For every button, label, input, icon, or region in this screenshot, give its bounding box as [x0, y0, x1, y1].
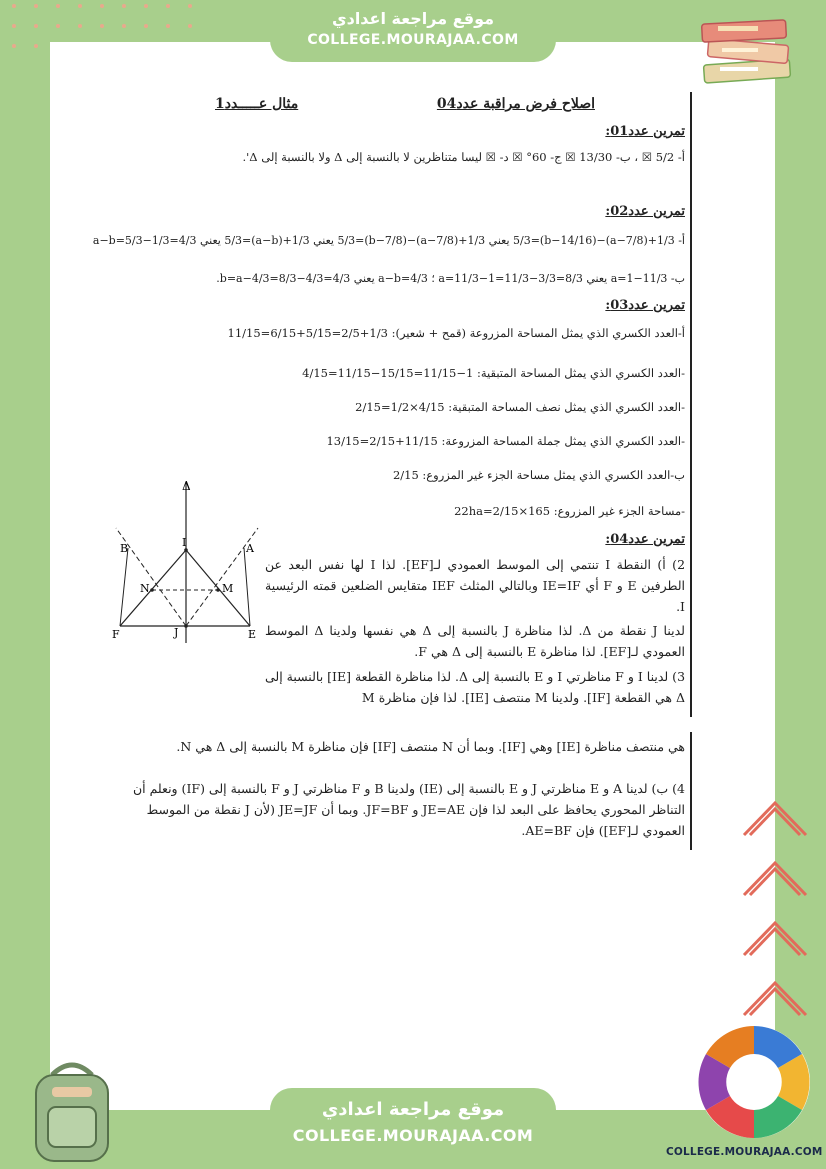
exercise-2-part-b: ب- 11/3−a=1 يعني a=11/3−1=11/3−3/3=8/3 ؛ a−b=4/3 يعني b=a−4/3=8/3−4/3=4/3.	[216, 272, 685, 285]
exercise-3-heading: تمرين عدد03:	[605, 298, 685, 313]
exercise-2-part-a: أ- 1/3+(a−7/8)−(b−14/16)=5/3 يعني 1/3+(a−7/8)−(b−7/8)=5/3 يعني 1/3+(a−b)=5/3 يعني a−b=5/3−1/3=4/3	[92, 234, 685, 247]
exercise-3-line: أ-العدد الكسري الذي يمثل المساحة المزروعة (قمح + شعير): 1/3+2/5=5/15+6/15=11/15	[227, 326, 685, 340]
label-n: N	[140, 582, 150, 595]
exercise-3-line: -العدد الكسري الذي يمثل جملة المساحة المزروعة: 11/15+2/15=13/15	[326, 434, 685, 448]
exercise-3-line: ب-العدد الكسري الذي يمثل مساحة الجزء غير المزروع: 2/15	[392, 468, 685, 482]
segment-fi	[120, 550, 186, 626]
exercise-4-paragraph: لدينا J نقطة من Δ. لذا مناظرة J بالنسبة إلى Δ هي نفسها ولدينا Δ الموسط العمودي لـ[EF]. لذا مناظرة E بالنسبة إلى Δ هي F.	[265, 623, 685, 659]
exercise-4-paragraph: 4) ب) لدينا A و E مناظرتي J و E بالنسبة إلى (IE) ولدينا B و F مناظرتي J و F بالنسبة إلى (IF) ونعلم أن التناظر المحوري يحافظ على البعد لذا فإن JE=AE و JF=BF. وبما أن JE=JF (لأن J نقطة من الموسط العمودي لـ[EF]) فإن AE=BF.	[132, 781, 685, 838]
chevron-up-icon	[740, 795, 810, 1035]
exercise-4-heading: تمرين عدد04:	[605, 532, 685, 547]
exercise-2-heading: تمرين عدد02:	[605, 204, 685, 219]
header-banner[interactable]	[270, 0, 556, 62]
exercise-4-paragraph: 2) أ) النقطة I تنتمي إلى الموسط العمودي لـ[EF]. لذا I لها نفس البعد عن الطرفين E و F أي IE=IF وبالتالي المثلث IEF متقايس الضلعين قمته الرئيسية I.	[265, 557, 686, 614]
footer-site-url[interactable]: COLLEGE.MOURAJAA.COM	[292, 1126, 534, 1145]
segment-ei	[186, 550, 250, 626]
site-url[interactable]: COLLEGE.MOURAJAA.COM	[307, 32, 519, 48]
label-e: E	[248, 628, 257, 641]
backpack-icon	[22, 1055, 122, 1165]
label-i: I	[182, 536, 187, 549]
logo-icon	[694, 1022, 814, 1142]
footer-banner[interactable]	[270, 1088, 556, 1169]
exercise-1-answer: أ- 5/2 ☒ ، ب- 13/30 ☒ ج- 60° ☒ د- ☒ ليسا متناظرين لا بالنسبة إلى Δ ولا بالنسبة إلى Δ'.	[242, 150, 685, 164]
label-m: M	[222, 582, 234, 595]
footer-site-name: موقع مراجعة اعدادي	[321, 1099, 505, 1120]
page-title: اصلاح فرض مراقبة عدد04	[436, 96, 595, 112]
geometry-figure	[110, 478, 270, 643]
segment-ea	[244, 548, 250, 626]
exercise-3-line: -مساحة الجزء غير المزروع: 165×2/15=22ha	[454, 504, 685, 518]
segment-fb	[120, 548, 128, 626]
margin-line	[690, 732, 692, 850]
exercise-1-heading: تمرين عدد01:	[605, 124, 685, 139]
label-b: B	[120, 542, 129, 555]
exercise-4-paragraph: 3) لدينا I و F مناظرتي I و E بالنسبة إلى Δ. لذا مناظرة القطعة [IE] بالنسبة إلى Δ هي القطعة [IF]. ولدينا M منتصف [IE]. لذا فإن مناظرة M	[265, 669, 686, 705]
exercise-3-line: -العدد الكسري الذي يمثل نصف المساحة المتبقية: 4/15×1/2=2/15	[355, 400, 685, 414]
exam-correction	[92, 92, 686, 852]
label-j: J	[174, 626, 179, 639]
label-a: A	[246, 542, 254, 555]
logo-caption: COLLEGE.MOURAJAA.COM	[666, 1146, 823, 1158]
label-delta: Δ	[182, 479, 191, 493]
site-name: موقع مراجعة اعدادي	[331, 9, 495, 28]
exercise-4-paragraph: هي منتصف مناظرة [IE] وهي [IF]. وبما أن N منتصف [IF] فإن مناظرة M بالنسبة إلى Δ هي N.	[176, 739, 685, 754]
exercise-3-line: -العدد الكسري الذي يمثل المساحة المتبقية: 1−11/15=15/15−11/15=4/15	[302, 366, 685, 380]
margin-line	[690, 92, 692, 717]
books-icon	[698, 12, 798, 92]
label-f: F	[112, 628, 120, 641]
page-subtitle: مثال عـــــدد1	[215, 96, 299, 112]
